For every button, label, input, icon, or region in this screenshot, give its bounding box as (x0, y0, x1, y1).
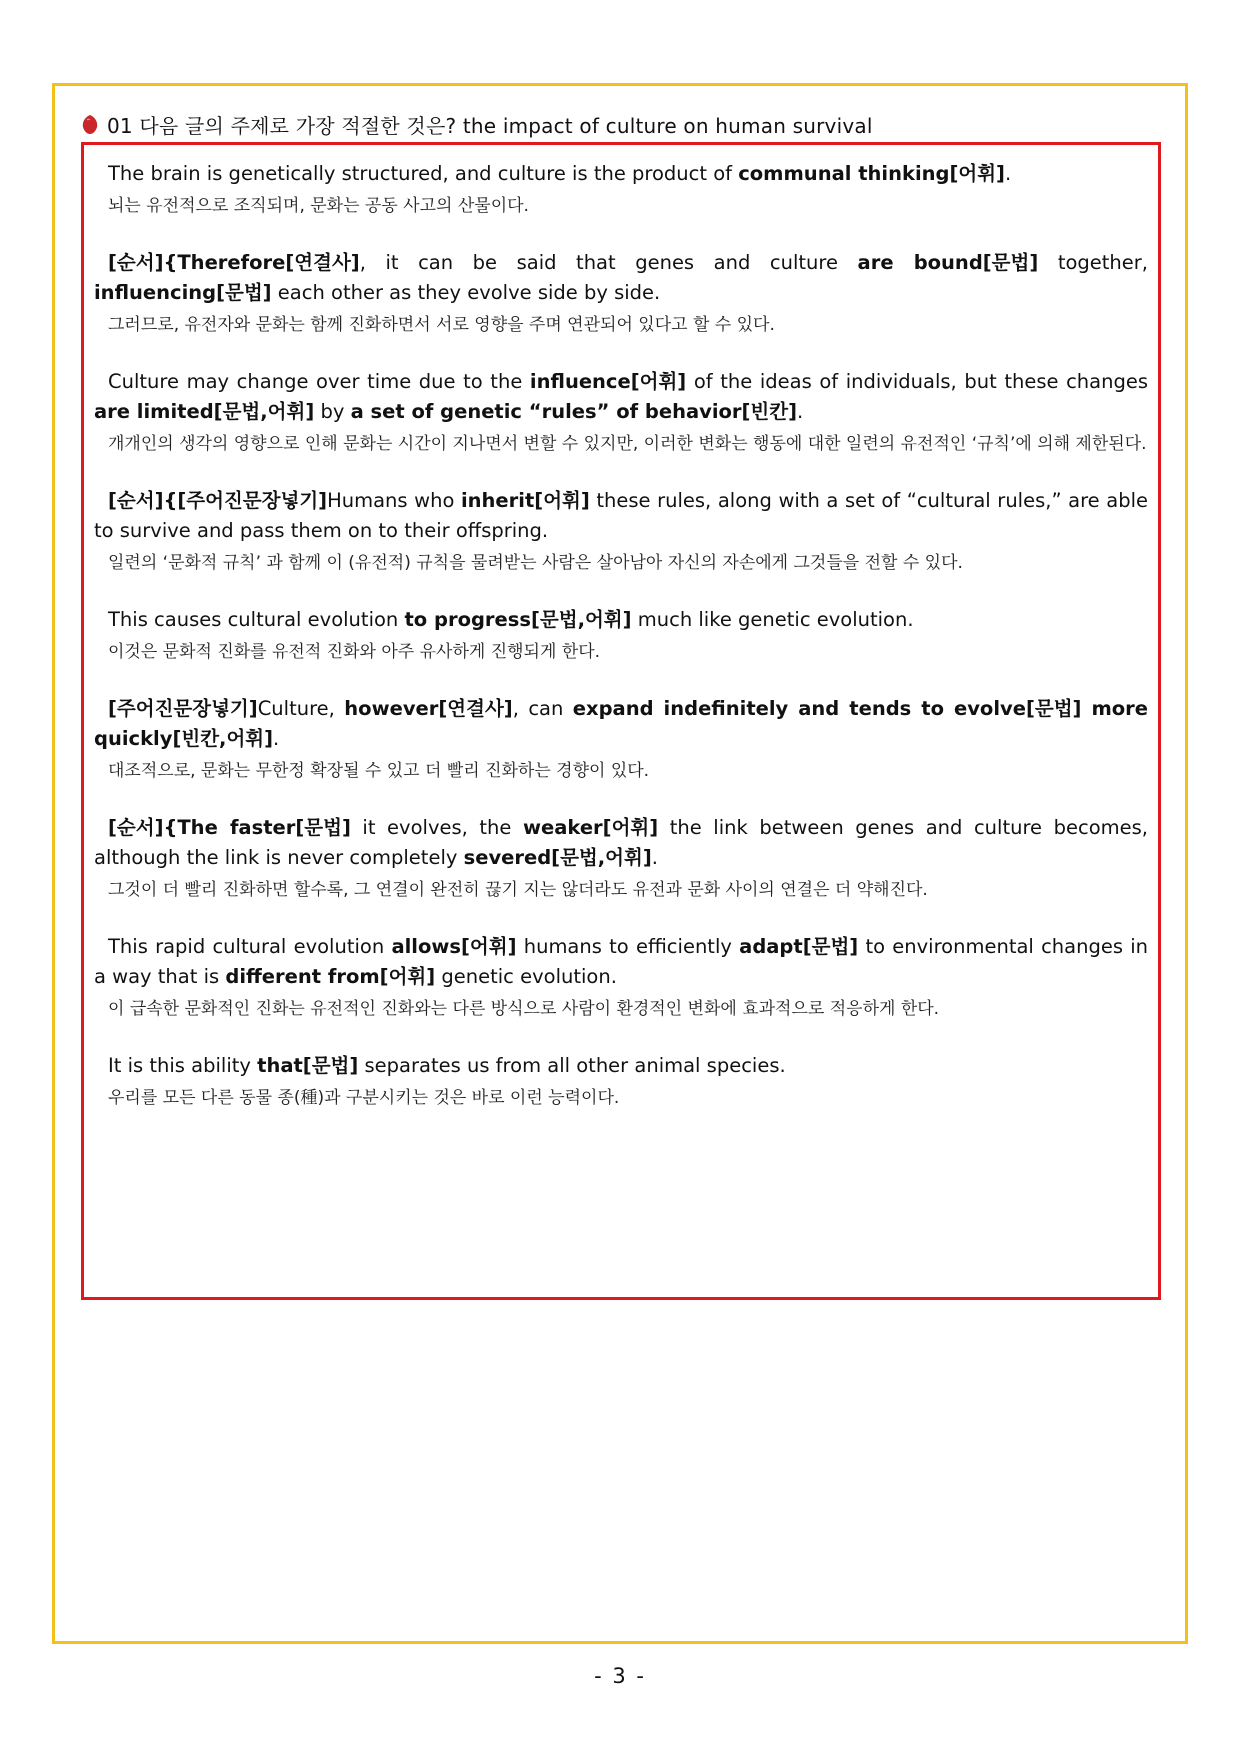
sentence-text: humans to efficiently (516, 935, 740, 958)
annotated-phrase: that[문법] (257, 1054, 359, 1077)
annotated-phrase: influence[어휘] (529, 370, 687, 393)
annotated-phrase: inherit[어휘] (460, 489, 590, 512)
annotated-phrase: allows[어휘] (391, 935, 517, 958)
annotated-phrase: are limited[문법,어휘] (94, 400, 315, 423)
sentence-text: . (1004, 162, 1012, 185)
passage-paragraph (94, 813, 1148, 905)
annotated-phrase: [순서]{Therefore[연결사] (108, 251, 360, 274)
korean-translation: 개개인의 생각의 영향으로 인해 문화는 시간이 지나면서 변할 수 있지만, 이러한 변화는 행동에 대한 일련의 유전적인 ‘규칙’에 의해 제한된다. (108, 434, 1147, 454)
passage-paragraph (94, 248, 1148, 340)
sentence-text: This rapid cultural evolution (108, 935, 392, 958)
sentence-text: much like genetic evolution. (631, 608, 914, 631)
korean-translation: 대조적으로, 문화는 무한정 확장될 수 있고 더 빨리 진화하는 경향이 있다. (108, 761, 650, 781)
question-text: 01 다음 글의 주제로 가장 적절한 것은? the impact of culture on human survival (107, 113, 873, 138)
english-sentence (94, 813, 1148, 873)
passage-paragraph (94, 486, 1148, 578)
passage-paragraph (94, 694, 1148, 786)
annotated-phrase: weaker[어휘] (522, 816, 659, 839)
passage-paragraph (94, 1051, 1148, 1113)
sentence-text: of the ideas of individuals, but these changes (686, 370, 1148, 393)
sentence-text: Culture may change over time due to the (108, 370, 530, 393)
korean-translation: 이 급속한 문화적인 진화는 유전적인 진화와는 다른 방식으로 사람이 환경적인 변화에 효과적으로 적응하게 한다. (108, 999, 940, 1019)
english-sentence (94, 486, 1148, 546)
sentence-text: , it can be said that genes and culture (359, 251, 858, 274)
english-sentence (94, 605, 1148, 635)
annotated-phrase: a set of genetic “rules” of behavior[빈칸] (350, 400, 798, 423)
sentence-text: Humans who (327, 489, 461, 512)
sentence-text: each other as they evolve side by side. (271, 281, 661, 304)
annotated-phrase: [순서]{[주어진문장넣기] (108, 489, 328, 512)
passage-paragraph (94, 605, 1148, 667)
passage-paragraph (94, 159, 1148, 221)
sentence-text: . (797, 400, 804, 423)
english-sentence (94, 694, 1148, 754)
annotated-phrase: are bound[문법] (857, 251, 1039, 274)
sentence-text: together, (1038, 251, 1149, 274)
english-sentence (94, 367, 1148, 427)
annotated-phrase: adapt[문법] (739, 935, 859, 958)
passage-paragraph (94, 932, 1148, 1024)
sentence-text: , can (512, 697, 573, 720)
sentence-text: genetic evolution. (435, 965, 617, 988)
sentence-text: by (314, 400, 351, 423)
korean-translation: 그러므로, 유전자와 문화는 함께 진화하면서 서로 영향을 주며 연관되어 있다고 할 수 있다. (108, 315, 775, 335)
korean-translation: 우리를 모든 다른 동물 종(種)과 구분시키는 것은 바로 이런 능력이다. (108, 1088, 620, 1108)
korean-translation: 그것이 더 빨리 진화하면 할수록, 그 연결이 완전히 끊기 지는 않더라도 유전과 문화 사이의 연결은 더 약해진다. (108, 880, 928, 900)
sentence-text: . (273, 727, 280, 750)
sentence-text: . (651, 846, 658, 869)
passage-box (81, 142, 1161, 1300)
korean-translation: 뇌는 유전적으로 조직되며, 문화는 공동 사고의 산물이다. (108, 196, 529, 216)
sentence-text: The brain is genetically structured, and culture is the product of (108, 162, 739, 185)
sentence-text: Culture, (257, 697, 345, 720)
annotated-phrase: severed[문법,어휘] (463, 846, 652, 869)
annotated-phrase: [주어진문장넣기] (108, 697, 258, 720)
annotated-phrase: [순서]{The faster[문법] (108, 816, 351, 839)
red-bullet-icon (82, 115, 98, 134)
annotated-phrase: to progress[문법,어휘] (404, 608, 632, 631)
sentence-text: to environmental changes in a way that is (94, 935, 1149, 988)
english-sentence (94, 248, 1148, 308)
sentence-text: it evolves, the (350, 816, 523, 839)
sentence-text: This causes cultural evolution (108, 608, 405, 631)
annotated-phrase: influencing[문법] (94, 281, 272, 304)
sentence-text: the link between genes and culture becomes, although the link is never completely (94, 816, 1148, 869)
english-sentence (94, 159, 1148, 189)
annotated-phrase: however[연결사] (344, 697, 513, 720)
sentence-text: separates us from all other animal species. (358, 1054, 786, 1077)
annotated-phrase: expand indefinitely and tends to evolve[문법] more quickly[빈칸,어휘] (94, 697, 1149, 750)
sentence-text: these rules, along with a set of “cultural rules,” are able to survive and pass them on to their offspring. (94, 489, 1148, 542)
english-sentence (94, 1051, 1148, 1081)
english-sentence (94, 932, 1148, 992)
annotated-phrase: different from[어휘] (225, 965, 436, 988)
annotated-phrase: communal thinking[어휘] (738, 162, 1005, 185)
page-number: - 3 - (594, 1664, 646, 1688)
passage-paragraph (94, 367, 1148, 459)
korean-translation: 이것은 문화적 진화를 유전적 진화와 아주 유사하게 진행되게 한다. (108, 642, 601, 662)
korean-translation: 일련의 ‘문화적 규칙’ 과 함께 이 (유전적) 규칙을 물려받는 사람은 살아남아 자신의 자손에게 그것들을 전할 수 있다. (108, 553, 963, 573)
sentence-text: It is this ability (108, 1054, 258, 1077)
question-header (82, 111, 873, 137)
